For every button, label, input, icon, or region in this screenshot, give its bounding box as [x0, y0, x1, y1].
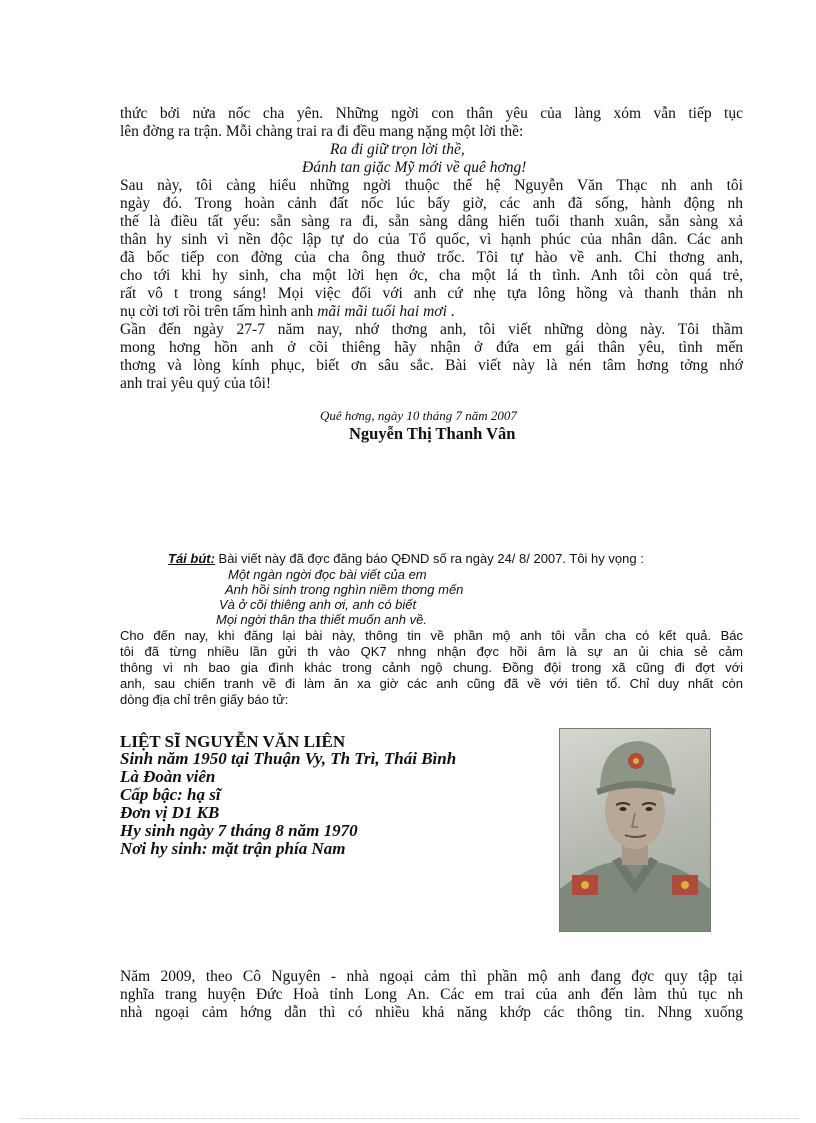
text-line: anh trai yêu quý của tôi! [120, 375, 272, 392]
text-line: thông vì nh bao gia đình khác trong cảnh ngộ chung. Đồng đội trong xã cũng đi đợt với [120, 660, 743, 675]
verse-line: Và ở cõi thiêng anh ơi, anh có biết [219, 597, 417, 612]
martyr-portrait-photo [559, 728, 711, 932]
page-bottom-divider [20, 1118, 800, 1119]
text-line: nhà ngoại cảm hớng dẫn thì có nhiều khả năng khớp các thông tin. Nhng xuống [120, 1004, 743, 1021]
martyr-died: Hy sinh ngày 7 tháng 8 năm 1970 [120, 821, 358, 840]
text-span: nụ cời tơi rồi trên tấm hình anh [120, 303, 318, 320]
text-line: lên đờng ra trận. Mỗi chàng trai ra đi đều mang nặng một lời thề: [120, 123, 524, 140]
text-line [120, 303, 455, 321]
text-line: đã bốc tiếp con đờng của cha ông thuở trốc. Tôi tự hào về anh. Chỉ thơng anh, [120, 249, 743, 266]
text-line: dòng địa chỉ trên giấy báo tử: [120, 692, 289, 707]
text-line: thế là điều tất yếu: sẵn sàng ra đi, sẵn sàng dâng hiến tuổi thanh xuân, sẵn sàng xả [120, 213, 743, 230]
martyr-rank: Cấp bậc: hạ sĩ [120, 785, 221, 804]
text-span: . [446, 303, 455, 320]
portrait-illustration [560, 729, 710, 931]
text-line: thân hy sinh vì nền độc lập tự do của Tổ quốc, vì hạnh phúc của nhân dân. Các anh [120, 231, 743, 248]
text-line: anh, sau chiến tranh về đi làm ăn xa giờ các anh cũng đã về với tiên tổ. Chỉ duy nhất còn [120, 676, 743, 691]
text-line: tôi đã từng nhiều lần gửi th vào QK7 nhng nhận đợc hồi âm là sự an ủi chia sẻ cảm [120, 644, 743, 659]
text-line: Năm 2009, theo Cô Nguyên - nhà ngoại cảm thì phần mộ anh đang đợc quy tập tại [120, 968, 743, 985]
martyr-born: Sinh năm 1950 tại Thuận Vy, Th Trì, Thái Bình [120, 749, 457, 768]
verse-line: Một ngàn ngời đọc bài viết của em [228, 567, 427, 582]
text-line: nghĩa trang huyện Đức Hoà tỉnh Long An. Các em trai của anh đến làm thủ tục nh [120, 986, 743, 1003]
poem-line: Đánh tan giặc Mỹ mới về quê hơng! [302, 159, 527, 176]
text-line: Cho đến nay, khi đăng lại bài này, thông tin về phần mộ anh tôi vẫn cha có kết quả. Bác [120, 628, 743, 643]
postscript-intro [168, 551, 644, 567]
signature-date: Quê hơng, ngày 10 tháng 7 năm 2007 [320, 408, 517, 423]
text-line: thức bởi nửa nốc cha yên. Những ngời con thân yêu của làng xóm vẫn tiếp tục [120, 105, 743, 122]
poem-line: Ra đi giữ trọn lời thề, [330, 141, 465, 158]
text-line: cho tới khi hy sinh, cha một lời hẹn ớc, cha một lá th tình. Anh tôi còn quá trẻ, [120, 267, 743, 284]
martyr-place: Nơi hy sinh: mặt trận phía Nam [120, 839, 346, 858]
text-span: Bài viết này đã đợc đăng báo QĐND số ra ngày 24/ 8/ 2007. Tôi hy vọng : [214, 551, 644, 566]
verse-line: Anh hồi sinh trong nghìn niềm thơng mến [225, 582, 464, 597]
postscript-label: Tái bút: [168, 551, 215, 566]
italic-phrase: mãi mãi tuổi hai mơi [317, 303, 447, 320]
text-line: Sau này, tôi càng hiểu những ngời thuộc thế hệ Nguyễn Văn Thạc nh anh tôi [120, 177, 743, 194]
text-line: Gần đến ngày 27-7 năm nay, nhớ thơng anh, tôi viết những dòng này. Tôi thầm [120, 321, 743, 338]
text-line: ngày đó. Trong hoàn cảnh đất nốc lúc bấy giờ, các anh đã sống, hành động nh [120, 195, 743, 212]
text-line: rất vô t trong sáng! Mọi việc đối với anh cứ nhẹ tựa lông hồng và thanh thản nh [120, 285, 743, 302]
text-line: mong hơng hồn anh ở cõi thiêng hãy nhận ở đứa em gái thân yêu, tình mến [120, 339, 743, 356]
martyr-title: LIỆT SĨ NGUYỄN VĂN LIÊN [120, 732, 346, 751]
martyr-party: Là Đoàn viên [120, 767, 216, 786]
martyr-unit: Đơn vị D1 KB [120, 803, 220, 822]
signature-name: Nguyễn Thị Thanh Vân [349, 424, 516, 443]
text-line: thơng và lòng kính phục, biết ơn sâu sắc. Bài viết này là nén tâm hơng tởng nhớ [120, 357, 743, 374]
verse-line: Mọi ngời thân tha thiết muốn anh về. [216, 612, 427, 627]
